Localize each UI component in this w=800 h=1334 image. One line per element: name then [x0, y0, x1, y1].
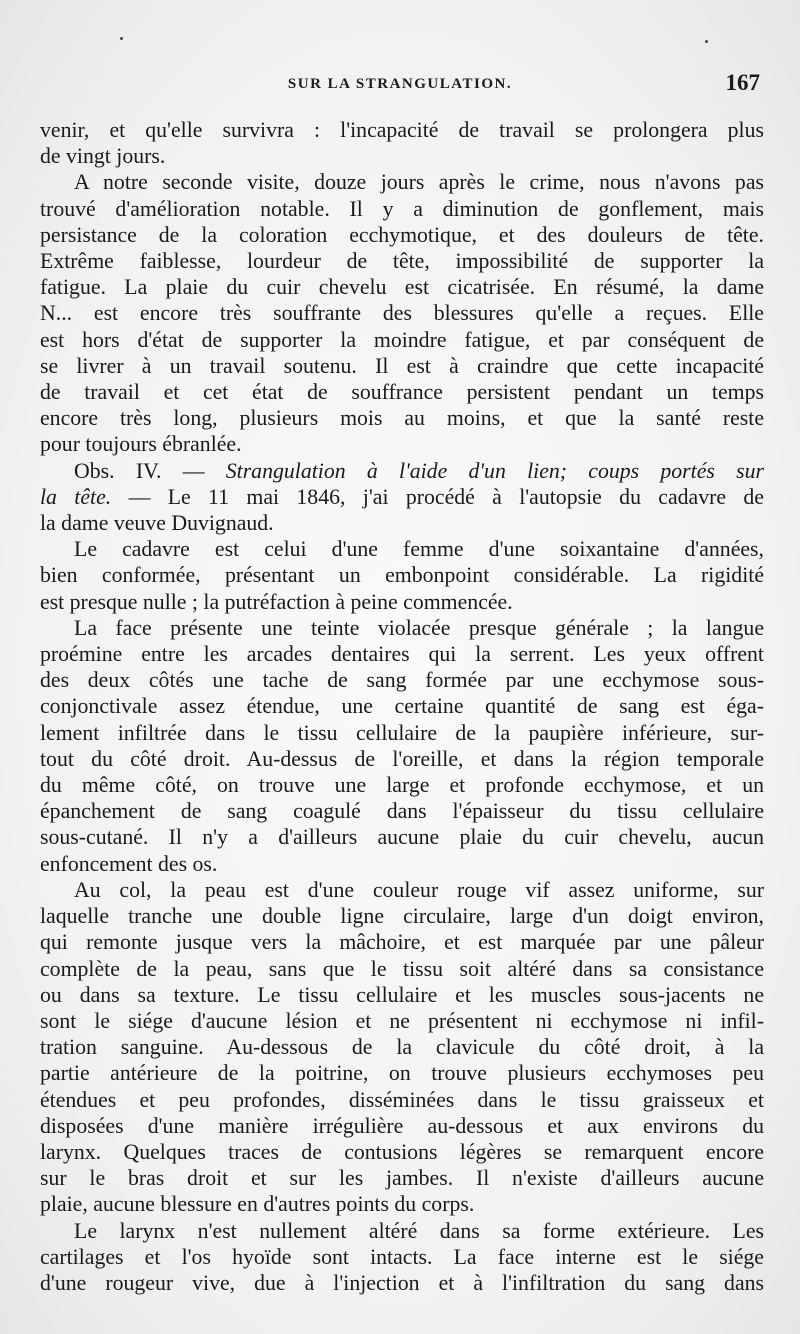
text-line: enfoncement des os. [40, 851, 218, 876]
text-line: A notre seconde visite, douze jours après le crime, nous n'avons pas [74, 170, 764, 195]
text-line: qui remonte jusque vers la mâchoire, et est marquée par une pâleur [40, 930, 764, 955]
text-line: Au col, la peau est d'une couleur rouge vif assez uniforme, sur [74, 877, 764, 902]
text-line: cartilages et l'os hyoïde sont intacts. La face interne est le siége [40, 1244, 764, 1269]
text-line: des deux côtés une tache de sang formée par une ecchymose sous- [40, 668, 764, 693]
text-line: du même côté, on trouve une large et profonde ecchymose, et un [40, 773, 764, 798]
text-line: conjonctivale assez étendue, une certaine quantité de sang est éga- [40, 694, 764, 719]
text-line: encore très long, plusieurs mois au moins, et que la santé reste [40, 406, 764, 431]
text-line: tout du côté droit. Au-dessus de l'oreille, et dans la région temporale [40, 746, 764, 771]
observation-date: — Le 11 mai 1846, j'ai procédé à l'autopsie du cadavre de [111, 484, 764, 509]
observation-title: Strangulation à l'aide d'un lien; coups portés sur [225, 458, 764, 483]
text-line: N... est encore très souffrante des blessures qu'elle a reçues. Elle [40, 301, 764, 326]
observation-heading [40, 458, 764, 484]
text-line: Le cadavre est celui d'une femme d'une soixantaine d'années, [74, 537, 764, 562]
text-line: lement infiltrée dans le tissu cellulaire de la paupière inférieure, sur- [40, 720, 764, 745]
text-line: sur le bras droit et sur les jambes. Il n'existe d'ailleurs aucune [40, 1166, 764, 1191]
speck-mark [120, 37, 123, 40]
text-line: persistance de la coloration ecchymotique, et des douleurs de tête. [40, 222, 764, 247]
text-line: sont le siége d'aucune lésion et ne présentent ni ecchymose ni infil- [40, 1008, 764, 1033]
text-line: tration sanguine. Au-dessous de la clavicule du côté droit, à la [40, 1035, 764, 1060]
text-line: complète de la peau, sans que le tissu soit altéré dans sa consistance [40, 956, 764, 981]
text-line: partie antérieure de la poitrine, on trouve plusieurs ecchymoses peu [40, 1061, 764, 1086]
body-text [40, 117, 764, 1296]
text-line: disposées d'une manière irrégulière au-dessous et aux environs du [40, 1113, 764, 1138]
running-title: SUR LA STRANGULATION. [287, 76, 513, 92]
observation-dash: — [161, 458, 226, 483]
text-line: Extrême faiblesse, lourdeur de tête, impossibilité de supporter la [40, 249, 764, 274]
running-head [40, 70, 760, 100]
text-line: sous-cutané. Il n'y a d'ailleurs aucune plaie du cuir chevelu, aucun [40, 825, 764, 850]
text-line: étendues et peu profondes, disséminées dans le tissu graisseux et [40, 1087, 764, 1112]
text-line: fatigue. La plaie du cuir chevelu est cicatrisée. En résumé, la dame [40, 275, 764, 300]
observation-label: Obs. IV. [74, 458, 162, 483]
text-line: venir, et qu'elle survivra : l'incapacité de travail se prolongera plus [40, 118, 764, 142]
page-number: 167 [725, 70, 760, 95]
observation-title-end: la tête. [40, 484, 112, 509]
text-line: larynx. Quelques traces de contusions légères se remarquent encore [40, 1139, 764, 1164]
text-line: trouvé d'amélioration notable. Il y a diminution de gonflement, mais [40, 196, 764, 221]
text-line: Le larynx n'est nullement altéré dans sa forme extérieure. Les [74, 1218, 764, 1243]
text-line: de travail et cet état de souffrance persistent pendant un temps [40, 380, 764, 405]
text-line: est presque nulle ; la putréfaction à peine commencée. [40, 589, 513, 614]
speck-mark [705, 40, 708, 43]
text-line: La face présente une teinte violacée presque générale ; la langue [74, 615, 764, 640]
text-line: plaie, aucune blessure en d'autres points du corps. [40, 1192, 475, 1217]
text-line: est hors d'état de supporter la moindre fatigue, et par conséquent de [40, 327, 764, 352]
text-line: proémine entre les arcades dentaires qui la serrent. Les yeux offrent [40, 642, 764, 667]
text-line: la dame veuve Duvignaud. [40, 511, 274, 536]
text-line: se livrer à un travail soutenu. Il est à craindre que cette incapacité [40, 353, 764, 378]
text-line: épanchement de sang coagulé dans l'épaisseur du tissu cellulaire [40, 799, 764, 824]
text-line [40, 484, 764, 510]
text-line: d'une rougeur vive, due à l'injection et à l'infiltration du sang dans [40, 1270, 764, 1295]
text-line: de vingt jours. [40, 144, 166, 169]
text-line: pour toujours ébranlée. [40, 432, 242, 457]
text-line: ou dans sa texture. Le tissu cellulaire et les muscles sous-jacents ne [40, 982, 764, 1007]
text-line: bien conformée, présentant un embonpoint considérable. La rigidité [40, 563, 764, 588]
text-line: laquelle tranche une double ligne circulaire, large d'un doigt environ, [40, 904, 764, 929]
